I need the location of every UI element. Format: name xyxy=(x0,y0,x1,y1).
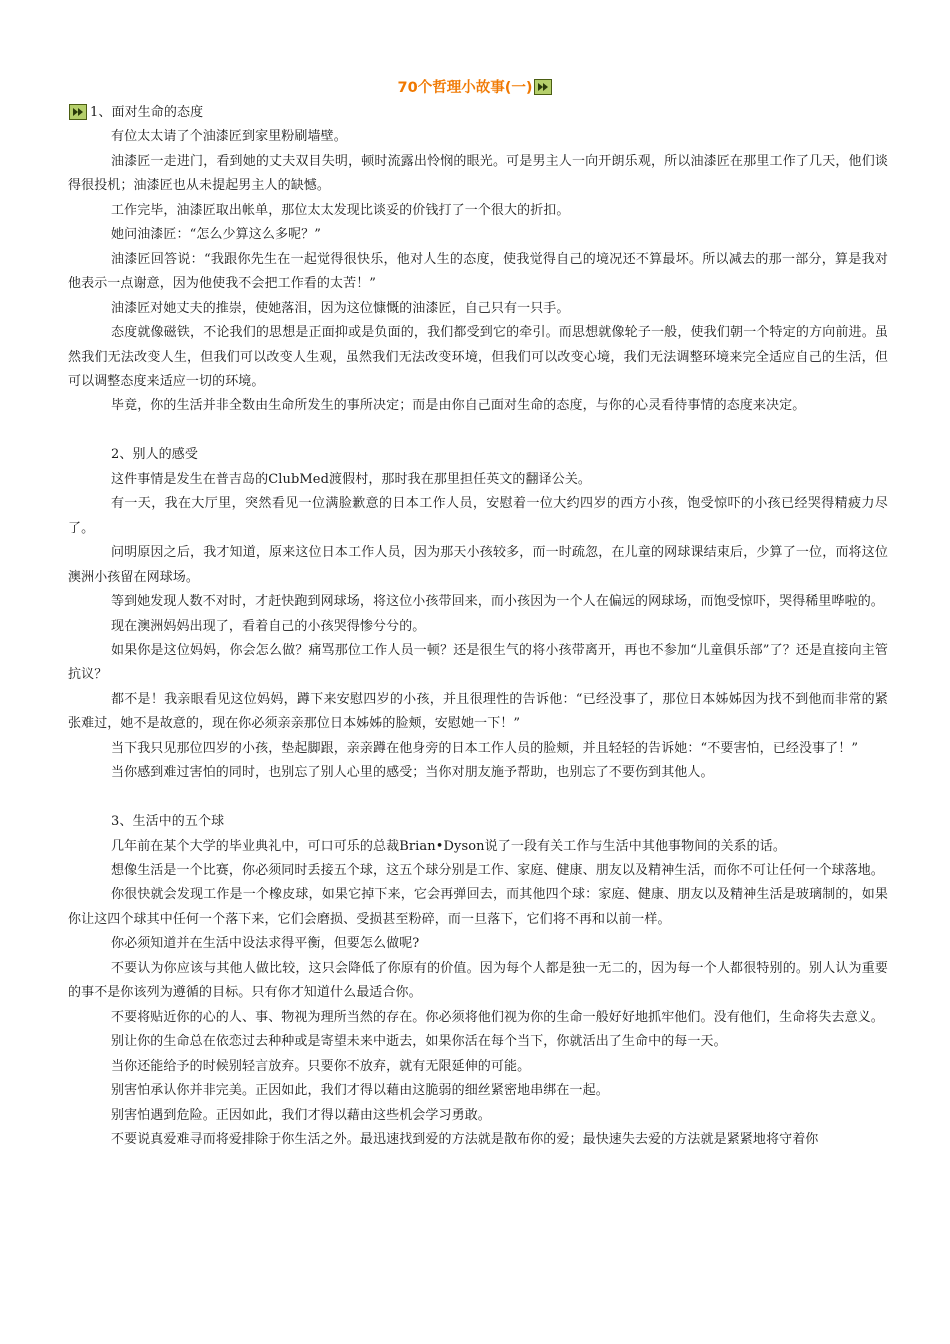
paragraph: 有一天，我在大厅里，突然看见一位满脸歉意的日本工作人员，安慰着一位大约四岁的西方小孩，饱受惊吓的小孩已经哭得精疲力尽了。 xyxy=(68,496,888,536)
title-row xyxy=(0,76,950,99)
paragraph: 如果你是这位妈妈，你会怎么做？痛骂那位工作人员一顿？还是很生气的将小孩带离开，再也不参加“儿童俱乐部”了？还是直接向主管抗议？ xyxy=(68,642,888,683)
paragraph: 别害怕遇到危险。正因如此，我们才得以藉由这些机会学习勇敢。 xyxy=(111,1107,491,1123)
paragraph: 毕竟，你的生活并非全数由生命所发生的事所决定；而是由你自己面对生命的态度，与你的心灵看待事情的态度来决定。 xyxy=(111,398,806,414)
paragraph: 她问油漆匠：“怎么少算这么多呢？” xyxy=(111,227,321,243)
paragraph: 等到她发现人数不对时，才赶快跑到网球场，将这位小孩带回来，而小孩因为一个人在偏远的网球场，而饱受惊吓，哭得稀里哗啦的。 xyxy=(111,594,884,610)
paragraph: 不要说真爱难寻而将爱排除于你生活之外。最迅速找到爱的方法就是散布你的爱；最快速失去爱的方法就是紧紧地将守着你 xyxy=(111,1132,819,1147)
paragraph: 你很快就会发现工作是一个橡皮球，如果它掉下来，它会再弹回去，而其他四个球：家庭、健康、朋友以及精神生活是玻璃制的，如果你让这四个球其中任何一个落下来，它们会磨损、受损甚至粉碎，而一旦落下，它们将不再和以前一样。 xyxy=(68,887,888,927)
paragraph: 几年前在某个大学的毕业典礼中，可口可乐的总裁Brian•Dyson说了一段有关工作与生活中其他事物间的关系的话。 xyxy=(111,838,786,854)
paragraph: 问明原因之后，我才知道，原来这位日本工作人员，因为那天小孩较多，而一时疏忽，在儿童的网球课结束后，少算了一位，而将这位澳洲小孩留在网球场。 xyxy=(68,545,888,585)
article-body xyxy=(68,101,888,1152)
paragraph: 当你感到难过害怕的同时，也别忘了别人心里的感受；当你对朋友施予帮助，也别忘了不要伤到其他人。 xyxy=(111,765,714,781)
section-title: 1、面对生命的态度 xyxy=(90,105,204,120)
paragraph: 别让你的生命总在依恋过去种种或是寄望未来中逝去，如果你活在每个当下，你就活出了生命中的每一天。 xyxy=(111,1034,727,1050)
page-title: 70个哲理小故事(一) xyxy=(397,80,533,96)
section-heading-2: 2、别人的感受 xyxy=(111,447,198,463)
paragraph: 你必须知道并在生活中设法求得平衡，但要怎么做呢? xyxy=(111,936,420,952)
paragraph: 不要将贴近你的心的人、事、物视为理所当然的存在。你必须将他们视为你的生命一般好好地抓牢他们。没有他们，生命将失去意义。 xyxy=(111,1009,884,1025)
arrow-icon[interactable] xyxy=(69,104,87,120)
paragraph: 现在澳洲妈妈出现了，看着自己的小孩哭得惨兮兮的。 xyxy=(111,618,426,634)
paragraph: 态度就像磁铁，不论我们的思想是正面抑或是负面的，我们都受到它的牵引。而思想就像轮子一般，使我们朝一个特定的方向前进。虽然我们无法改变人生，但我们可以改变人生观，虽然我们无法改变环境，但我们可以改变心境，我们无法调整环境来完全适应自己的生活，但可以调整态度来适应一切的环境。 xyxy=(68,325,888,389)
paragraph: 别害怕承认你并非完美。正因如此，我们才得以藉由这脆弱的细丝紧密地串绑在一起。 xyxy=(111,1083,609,1099)
paragraph: 油漆匠一走进门，看到她的丈夫双目失明，顿时流露出怜悯的眼光。可是男主人一向开朗乐观，所以油漆匠在那里工作了几天，他们谈得很投机；油漆匠也从未提起男主人的缺憾。 xyxy=(68,153,888,194)
paragraph: 都不是！我亲眼看见这位妈妈，蹲下来安慰四岁的小孩，并且很理性的告诉他：“已经没事了，那位日本姊姊因为找不到他而非常的紧张难过，她不是故意的，现在你必须亲亲那位日本姊姊的脸颊，安慰她一下！” xyxy=(68,691,888,732)
paragraph: 不要认为你应该与其他人做比较，这只会降低了你原有的价值。因为每个人都是独一无二的，因为每一个人都很特别的。别人认为重要的事不是你该列为遵循的目标。只有你才知道什么最适合你。 xyxy=(68,960,888,1001)
section-heading-3: 3、生活中的五个球 xyxy=(111,814,225,830)
paragraph: 油漆匠回答说：“我跟你先生在一起觉得很快乐，他对人生的态度，使我觉得自己的境况还不算最坏。所以减去的那一部分，算是我对他表示一点谢意，因为他使我不会把工作看的太苦！” xyxy=(68,251,888,292)
paragraph: 有位太太请了个油漆匠到家里粉刷墙壁。 xyxy=(111,129,347,145)
section-heading-1 xyxy=(68,101,888,125)
paragraph: 油漆匠对她丈夫的推崇，使她落泪，因为这位慷慨的油漆匠，自己只有一只手。 xyxy=(111,300,570,316)
section-spacer xyxy=(68,419,888,443)
paragraph: 这件事情是发生在普吉岛的ClubMed渡假村，那时我在那里担任英文的翻译公关。 xyxy=(111,471,592,487)
paragraph: 当你还能给予的时候别轻言放弃。只要你不放弃，就有无限延伸的可能。 xyxy=(111,1058,531,1074)
paragraph: 工作完毕，油漆匠取出帐单，那位太太发现比谈妥的价钱打了一个很大的折扣。 xyxy=(111,202,570,218)
paragraph: 想像生活是一个比赛，你必须同时丢接五个球，这五个球分别是工作、家庭、健康、朋友以及精神生活，而你不可让任何一个球落地。 xyxy=(111,863,884,879)
arrow-icon[interactable] xyxy=(534,79,552,95)
paragraph: 当下我只见那位四岁的小孩，垫起脚跟，亲亲蹲在他身旁的日本工作人员的脸颊，并且轻轻的告诉她：“不要害怕，已经没事了！” xyxy=(111,740,859,756)
section-spacer xyxy=(68,786,888,810)
